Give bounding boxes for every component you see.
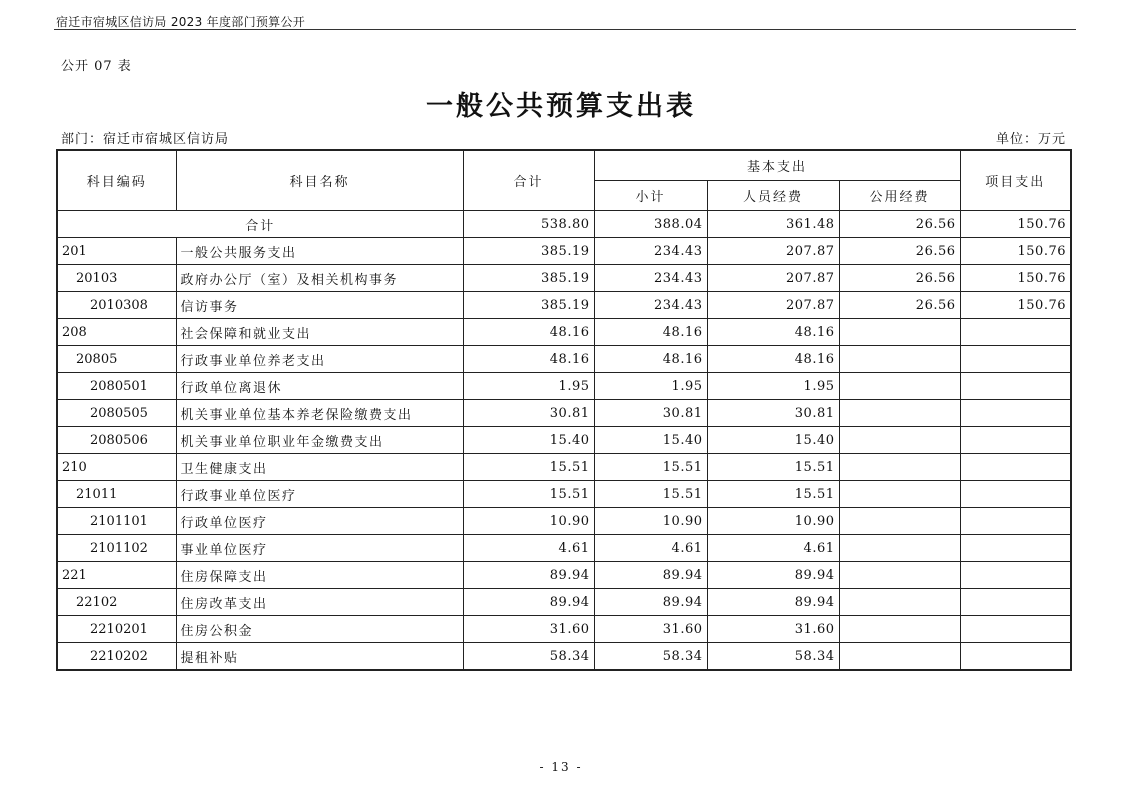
row-name: 行政事业单位医疗	[176, 481, 463, 508]
table-row	[57, 616, 1071, 643]
table-row	[57, 292, 1071, 319]
row-subtotal: 89.94	[594, 562, 707, 589]
row-code: 2101102	[57, 535, 176, 562]
row-public	[839, 454, 960, 481]
row-name: 机关事业单位职业年金缴费支出	[176, 427, 463, 454]
row-project	[960, 373, 1071, 400]
row-subtotal: 234.43	[594, 292, 707, 319]
row-code: 2080505	[57, 400, 176, 427]
row-code: 20805	[57, 346, 176, 373]
row-code: 2080506	[57, 427, 176, 454]
row-total: 48.16	[463, 319, 594, 346]
row-personnel: 207.87	[707, 265, 839, 292]
row-project	[960, 616, 1071, 643]
row-name: 住房改革支出	[176, 589, 463, 616]
row-code: 22102	[57, 589, 176, 616]
row-personnel: 15.51	[707, 454, 839, 481]
row-total: 15.51	[463, 481, 594, 508]
total-row-total: 538.80	[463, 211, 594, 238]
header-divider	[54, 29, 1076, 30]
row-project: 150.76	[960, 265, 1071, 292]
row-personnel: 10.90	[707, 508, 839, 535]
row-personnel: 30.81	[707, 400, 839, 427]
row-public: 26.56	[839, 265, 960, 292]
row-name: 卫生健康支出	[176, 454, 463, 481]
row-subtotal: 10.90	[594, 508, 707, 535]
row-personnel: 89.94	[707, 562, 839, 589]
col-header-project: 项目支出	[960, 150, 1071, 211]
row-subtotal: 4.61	[594, 535, 707, 562]
row-code: 2210201	[57, 616, 176, 643]
table-row	[57, 454, 1071, 481]
row-total: 385.19	[463, 238, 594, 265]
row-personnel: 207.87	[707, 292, 839, 319]
row-personnel: 4.61	[707, 535, 839, 562]
table-row	[57, 373, 1071, 400]
row-public	[839, 589, 960, 616]
row-subtotal: 15.51	[594, 454, 707, 481]
row-personnel: 1.95	[707, 373, 839, 400]
table-row	[57, 346, 1071, 373]
row-subtotal: 234.43	[594, 238, 707, 265]
row-total: 89.94	[463, 562, 594, 589]
row-public	[839, 562, 960, 589]
row-public	[839, 373, 960, 400]
total-row-personnel: 361.48	[707, 211, 839, 238]
row-project: 150.76	[960, 292, 1071, 319]
row-public	[839, 346, 960, 373]
page-number: - 13 -	[539, 760, 583, 774]
row-subtotal: 15.40	[594, 427, 707, 454]
row-project	[960, 562, 1071, 589]
table-row	[57, 508, 1071, 535]
row-public	[839, 643, 960, 671]
row-personnel: 15.51	[707, 481, 839, 508]
row-personnel: 31.60	[707, 616, 839, 643]
row-project	[960, 589, 1071, 616]
row-subtotal: 89.94	[594, 589, 707, 616]
row-code: 208	[57, 319, 176, 346]
row-total: 48.16	[463, 346, 594, 373]
table-row	[57, 319, 1071, 346]
row-code: 2210202	[57, 643, 176, 671]
row-personnel: 48.16	[707, 346, 839, 373]
row-subtotal: 1.95	[594, 373, 707, 400]
row-project	[960, 346, 1071, 373]
row-name: 行政事业单位养老支出	[176, 346, 463, 373]
row-subtotal: 48.16	[594, 346, 707, 373]
row-total: 15.51	[463, 454, 594, 481]
row-subtotal: 31.60	[594, 616, 707, 643]
row-subtotal: 30.81	[594, 400, 707, 427]
row-code: 210	[57, 454, 176, 481]
row-name: 提租补贴	[176, 643, 463, 671]
row-code: 21011	[57, 481, 176, 508]
row-public	[839, 535, 960, 562]
row-name: 信访事务	[176, 292, 463, 319]
total-row	[57, 211, 1071, 238]
row-subtotal: 58.34	[594, 643, 707, 671]
row-code: 2010308	[57, 292, 176, 319]
table-row	[57, 589, 1071, 616]
row-personnel: 48.16	[707, 319, 839, 346]
total-row-project: 150.76	[960, 211, 1071, 238]
total-row-public: 26.56	[839, 211, 960, 238]
row-project	[960, 481, 1071, 508]
row-project	[960, 454, 1071, 481]
row-personnel: 207.87	[707, 238, 839, 265]
row-name: 住房保障支出	[176, 562, 463, 589]
row-name: 政府办公厅（室）及相关机构事务	[176, 265, 463, 292]
row-total: 58.34	[463, 643, 594, 671]
total-row-label: 合计	[57, 211, 463, 238]
table-row	[57, 427, 1071, 454]
table-row	[57, 643, 1071, 671]
budget-table	[56, 149, 1072, 671]
row-total: 1.95	[463, 373, 594, 400]
row-personnel: 15.40	[707, 427, 839, 454]
col-header-subtotal: 小计	[594, 181, 707, 211]
row-public: 26.56	[839, 238, 960, 265]
row-total: 10.90	[463, 508, 594, 535]
table-row	[57, 562, 1071, 589]
row-personnel: 58.34	[707, 643, 839, 671]
row-public	[839, 400, 960, 427]
row-project	[960, 508, 1071, 535]
row-public	[839, 427, 960, 454]
table-row	[57, 238, 1071, 265]
row-public: 26.56	[839, 292, 960, 319]
row-name: 住房公积金	[176, 616, 463, 643]
table-row	[57, 400, 1071, 427]
row-project	[960, 535, 1071, 562]
col-header-total: 合计	[463, 150, 594, 211]
row-personnel: 89.94	[707, 589, 839, 616]
total-row-subtotal: 388.04	[594, 211, 707, 238]
unit-label: 单位：万元	[995, 132, 1066, 147]
department-label: 部门：宿迁市宿城区信访局	[61, 132, 230, 147]
row-code: 20103	[57, 265, 176, 292]
row-total: 4.61	[463, 535, 594, 562]
row-project: 150.76	[960, 238, 1071, 265]
col-header-name: 科目名称	[176, 150, 463, 211]
row-name: 社会保障和就业支出	[176, 319, 463, 346]
row-public	[839, 319, 960, 346]
row-public	[839, 481, 960, 508]
row-total: 89.94	[463, 589, 594, 616]
col-header-personnel: 人员经费	[707, 181, 839, 211]
table-row	[57, 481, 1071, 508]
row-total: 15.40	[463, 427, 594, 454]
row-total: 30.81	[463, 400, 594, 427]
row-project	[960, 427, 1071, 454]
row-name: 行政单位医疗	[176, 508, 463, 535]
row-code: 2080501	[57, 373, 176, 400]
row-public	[839, 616, 960, 643]
table-label: 公开 07 表	[61, 59, 132, 74]
col-header-code: 科目编码	[57, 150, 176, 211]
row-code: 201	[57, 238, 176, 265]
row-code: 2101101	[57, 508, 176, 535]
col-header-public: 公用经费	[839, 181, 960, 211]
row-public	[839, 508, 960, 535]
table-row	[57, 535, 1071, 562]
row-total: 385.19	[463, 265, 594, 292]
row-name: 行政单位离退休	[176, 373, 463, 400]
row-name: 机关事业单位基本养老保险缴费支出	[176, 400, 463, 427]
table-row	[57, 265, 1071, 292]
row-code: 221	[57, 562, 176, 589]
row-total: 31.60	[463, 616, 594, 643]
row-subtotal: 234.43	[594, 265, 707, 292]
page-title: 一般公共预算支出表	[426, 91, 696, 122]
row-subtotal: 48.16	[594, 319, 707, 346]
running-header: 宿迁市宿城区信访局 2023 年度部门预算公开	[56, 15, 306, 29]
row-subtotal: 15.51	[594, 481, 707, 508]
row-name: 事业单位医疗	[176, 535, 463, 562]
row-project	[960, 643, 1071, 671]
col-header-basic: 基本支出	[594, 150, 960, 181]
row-total: 385.19	[463, 292, 594, 319]
row-project	[960, 400, 1071, 427]
row-name: 一般公共服务支出	[176, 238, 463, 265]
row-project	[960, 319, 1071, 346]
